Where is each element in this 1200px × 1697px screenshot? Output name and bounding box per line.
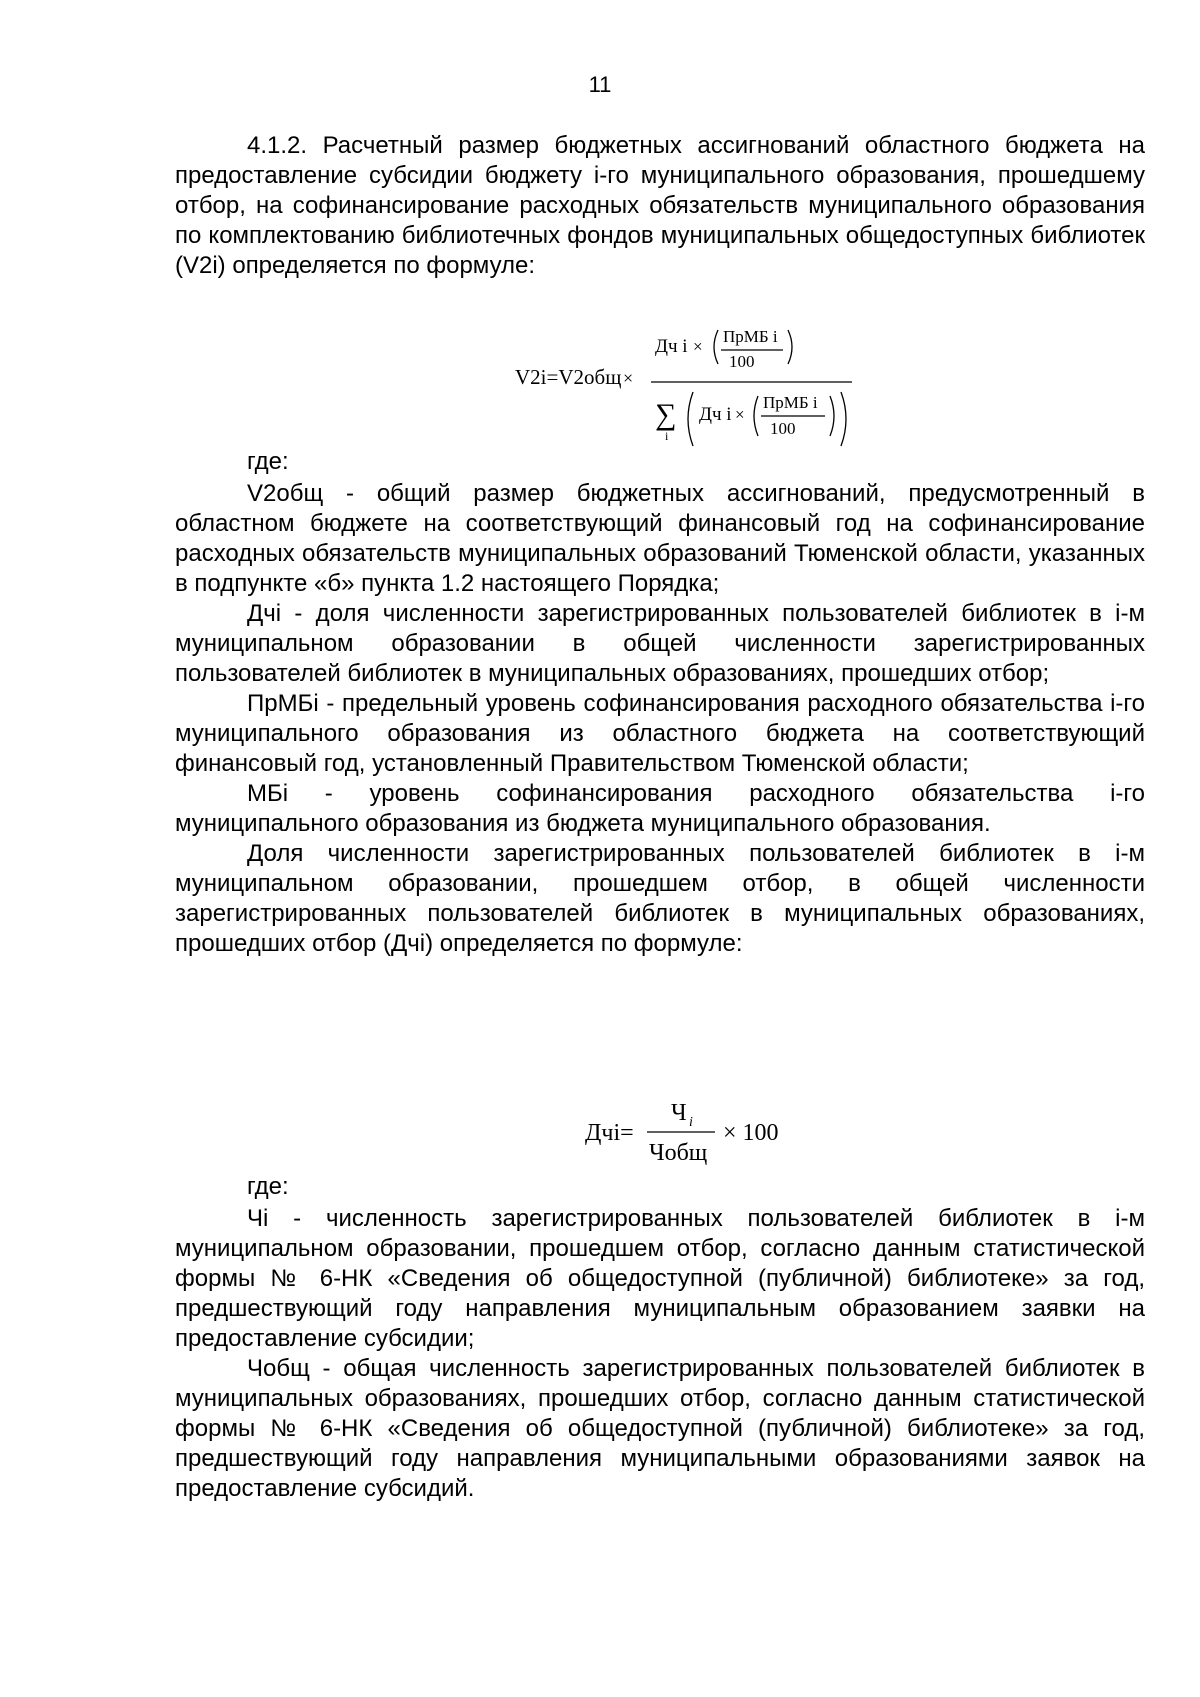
formula-v2i-num-100: 100: [729, 352, 755, 371]
where-label-2: где:: [247, 1173, 289, 1200]
sum-icon: ∑: [655, 398, 677, 431]
formula-dchi-numerator-sub: i: [689, 1115, 693, 1130]
paren-left-inner: [754, 396, 758, 436]
paren-right-outer: [841, 392, 846, 446]
definition-chobsh: Чобщ - общая численность зарегистрированных пользователей библиотек в муниципальных образованиях, прошедших отбор, согласно данным статистической формы № 6-НК «Сведения об общедоступной (публичной) библиотеке» за год, предшествующий году направления муниципальными образованиями заявок на предоставление субсидий.: [175, 1355, 1145, 1502]
paren-right-inner: [830, 396, 834, 436]
definition-prmbi: ПрМБi - предельный уровень софинансирования расходного обязательства i-го муниципального образования из областного бюджета на соответствующий финансовый год, установленный Правительством Тюменской области;: [175, 690, 1145, 777]
formula-v2i-den-prmbi: ПрМБ i: [763, 393, 818, 412]
formula-v2i-num-times: ×: [693, 337, 703, 356]
paragraph-dchi-formula-intro: Доля численности зарегистрированных пользователей библиотек в i-м муниципальном образовании, прошедшем отбор, в общей численности зарегистрированных пользователей библиотек в муниципальных образованиях, прошедших отбор (Дчi) определяется по формуле:: [175, 840, 1145, 957]
paren-left-outer: [688, 392, 693, 446]
formula-v2i-num-dchi: Дч i: [655, 336, 688, 357]
intro-block: [175, 131, 1145, 281]
formula-v2i-sum-index: i: [665, 429, 669, 443]
formula-v2i-den-100: 100: [770, 419, 796, 438]
formula-v2i-lhs: V2i=V2общ: [515, 365, 622, 389]
definitions-block: [175, 448, 1145, 959]
formula-dchi-numerator: Ч: [671, 1100, 687, 1126]
formula-dchi-denominator: Чобщ: [649, 1140, 708, 1166]
formula-v2i-den-times: ×: [735, 405, 745, 424]
formula-v2i-num-prmbi: ПрМБ i: [723, 327, 778, 346]
formula-v2i-times: ×: [623, 368, 634, 388]
formula-dchi-times-100: × 100: [723, 1120, 779, 1146]
formula-v2i: [515, 312, 885, 452]
formula-v2i-den-dchi: Дч i: [699, 404, 732, 425]
definition-v2obsh: V2общ - общий размер бюджетных ассигнований, предусмотренный в областном бюджете на соответствующий финансовый год на софинансирование расходных обязательств муниципальных образований Тюменской области, указанных в подпункте «б» пункта 1.2 настоящего Порядка;: [175, 480, 1145, 597]
where-label-1: где:: [247, 448, 289, 475]
formula-dchi: [585, 1092, 805, 1172]
paragraph-4-1-2: 4.1.2. Расчетный размер бюджетных ассигнований областного бюджета на предоставление субсидии бюджету i-го муниципального образования, прошедшему отбор, на софинансирование расходных обязательств муниципального образования по комплектованию библиотечных фондов муниципальных общедоступных библиотек (V2i) определяется по формуле:: [175, 132, 1145, 279]
definition-mbi: МБi - уровень софинансирования расходного обязательства i-го муниципального образования из бюджета муниципального образования.: [175, 780, 1145, 837]
paren-right: [788, 330, 792, 364]
formula-dchi-lhs: Дчi=: [585, 1120, 634, 1146]
page-number: 11: [588, 72, 612, 97]
definition-dchi: Дчi - доля численности зарегистрированных пользователей библиотек в i-м муниципальном образовании в общей численности зарегистрированных пользователей библиотек в муниципальных образованиях, прошедших отбор;: [175, 600, 1145, 687]
paren-left: [714, 330, 718, 364]
definitions-block-2: [175, 1173, 1145, 1504]
definition-chi: Чi - численность зарегистрированных пользователей библиотек в i-м муниципальном образовании, прошедшем отбор, согласно данным статистической формы № 6-НК «Сведения об общедоступной (публичной) библиотеке» за год, предшествующий году направления муниципальным образованием заявки на предоставление субсидии;: [175, 1205, 1145, 1352]
